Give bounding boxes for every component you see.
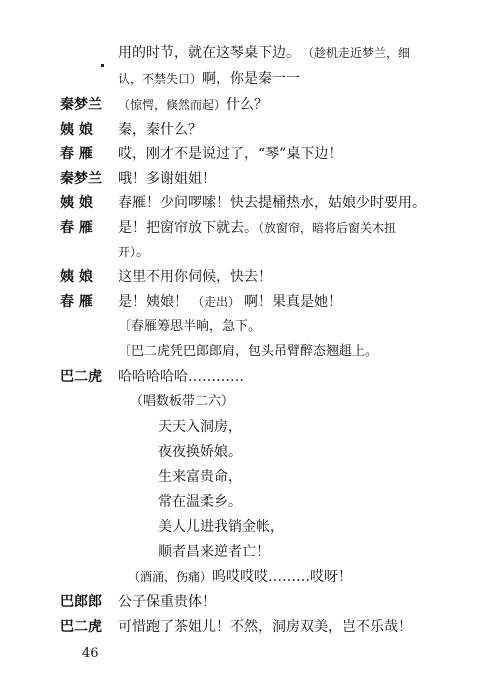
stage-direction: （走出） (192, 295, 241, 309)
dialogue-text: 公子保重贵体！ (118, 594, 216, 610)
verse-line: 生来富贵命， (158, 469, 242, 485)
dialogue-text: 什么？ (226, 97, 269, 113)
dialogue-text: 呜哎哎哎………哎呀！ (212, 569, 353, 585)
speaker-name: 姨 娘 (60, 195, 93, 211)
speaker-name: 巴二虎 (60, 619, 102, 635)
speaker-name: 春 雁 (60, 294, 93, 310)
stage-direction-line: 〔春雁筹思半晌，急下。 (118, 319, 262, 334)
speaker-name: 春 雁 (60, 220, 93, 236)
dialogue-text: 这里不用你伺候，快去！ (118, 269, 272, 285)
speaker-name: 姨 娘 (60, 269, 93, 285)
dialogue-line (118, 293, 342, 311)
dialogue-text: 哎，刚才不是说过了，“琴”桌下边！ (118, 146, 343, 162)
dialogue-text: 啊！果真是她！ (244, 294, 343, 310)
ink-mark (101, 64, 104, 67)
stage-direction: （惊愕，倏然而起） (118, 98, 227, 112)
stage-direction: 认，不禁失口） (118, 72, 203, 86)
text-line-1 (118, 44, 410, 62)
dialogue-text: 是！姨娘！ (118, 294, 188, 310)
dialogue-text: 啊，你是秦一一 (202, 71, 301, 87)
dialogue-text: 春雁！少问啰嗦！快去提桶热水，姑娘少时要用。 (118, 195, 426, 211)
speaker-name: 秦梦兰 (60, 171, 102, 187)
stage-direction-line: 〔巴二虎凭巴郎郎肩，包头吊臂醉态翘趄上。 (118, 344, 379, 359)
speaker-name: 春 雁 (60, 146, 93, 162)
speaker-name: 秦梦兰 (60, 97, 102, 113)
stage-direction: 开） (118, 245, 137, 259)
text-line (128, 568, 352, 586)
stage-direction-line: （唱数板带二六） (130, 394, 235, 409)
dialogue-line (118, 96, 268, 114)
page-number: 46 (82, 646, 99, 661)
verse-line: 美人儿进我销金帐， (158, 519, 284, 535)
dialogue-text: 秦，秦什么？ (118, 122, 202, 138)
stage-direction: （酒涌，伤痛） (128, 570, 213, 584)
stage-direction: （趁机走近梦兰，细 (308, 46, 411, 60)
speaker-name: 巴郎郎 (60, 594, 102, 610)
verse-line: 顺者昌来逆者亡！ (158, 544, 270, 560)
dialogue-text: 是！把窗帘放下就去。 (118, 220, 258, 236)
dialogue-text: 哈哈哈哈哈………… (118, 369, 244, 385)
dialogue-text: 可惜跑了茶姐儿！不然，洞房双美，岂不乐哉！ (118, 619, 412, 635)
verse-line: 天天入洞房， (158, 419, 242, 435)
verse-line: 夜夜换娇娘。 (158, 444, 242, 460)
speaker-name: 姨 娘 (60, 122, 93, 138)
text-line-2 (118, 70, 300, 88)
dialogue-line (118, 243, 150, 261)
dialogue-text: 哦！多谢姐姐！ (118, 171, 216, 187)
dialogue-line (118, 219, 396, 237)
stage-direction: （放窗帘，暗将后窗关木扭 (258, 221, 397, 235)
dialogue-text: 用的时节，就在这琴桌下边。 (118, 45, 300, 61)
speaker-name: 巴二虎 (60, 369, 102, 385)
verse-line: 常在温柔乡。 (158, 494, 242, 510)
dialogue-text: 。 (136, 244, 151, 260)
